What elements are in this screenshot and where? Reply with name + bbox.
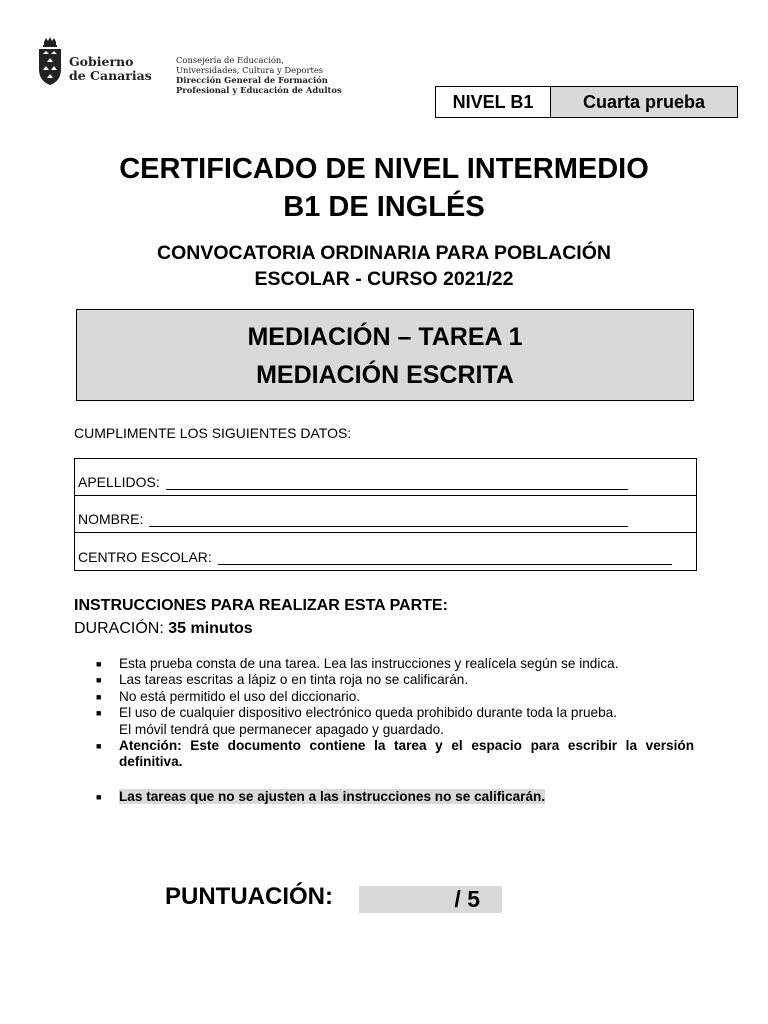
school-label: CENTRO ESCOLAR: — [78, 549, 212, 565]
department-name — [176, 55, 342, 95]
name-field[interactable] — [149, 525, 628, 527]
task-title-line2: MEDIACIÓN ESCRITA — [256, 361, 514, 389]
bullet-icon: ■ — [96, 791, 102, 802]
instruction-text: Las tareas escritas a lápiz o en tinta roja no se calificarán. — [119, 672, 469, 688]
page-subtitle — [0, 240, 768, 292]
coat-of-arms-icon — [36, 36, 64, 86]
score-label: PUNTUACIÓN: — [165, 883, 333, 910]
instruction-text: Atención: Este documento contiene la tarea y el espacio para escribir la versión definitiva. — [119, 738, 694, 770]
page-title-line1: CERTIFICADO DE NIVEL INTERMEDIO — [119, 153, 649, 185]
page-subtitle-line1: CONVOCATORIA ORDINARIA PARA POBLACIÓN — [157, 242, 611, 264]
instruction-text: Esta prueba consta de una tarea. Lea las instrucciones y realícela según se indica. — [119, 656, 619, 671]
list-item — [96, 705, 694, 738]
task-box — [76, 309, 694, 401]
government-name-line2: de Canarias — [69, 68, 152, 83]
instruction-text-line2: El móvil tendrá que permanecer apagado y guardado. — [119, 721, 444, 737]
government-name — [69, 55, 152, 83]
department-line2: Universidades, Cultura y Deportes — [176, 65, 324, 75]
surname-label: APELLIDOS: — [78, 474, 160, 490]
instructions-title: INSTRUCCIONES PARA REALIZAR ESTA PARTE: — [74, 597, 448, 614]
bullet-icon: ■ — [96, 708, 102, 719]
school-field[interactable] — [218, 563, 672, 565]
list-item — [96, 689, 694, 705]
surname-row — [75, 459, 696, 496]
bullet-icon: ■ — [96, 659, 102, 669]
government-name-line1: Gobierno — [69, 54, 134, 69]
school-row — [75, 533, 696, 570]
instruction-text-line1: El uso de cualquier dispositivo electrónico queda prohibido durante toda la prueba. — [119, 705, 618, 721]
list-item — [96, 738, 694, 771]
instruction-text — [119, 705, 694, 738]
page-title-line2: B1 DE INGLÉS — [283, 191, 485, 223]
list-item — [96, 789, 694, 805]
score-box: / 5 — [359, 886, 502, 913]
bullet-icon: ■ — [96, 741, 102, 752]
bullet-icon: ■ — [96, 675, 102, 686]
duration-value: 35 minutos — [168, 620, 253, 637]
bullet-icon: ■ — [96, 691, 102, 702]
list-item — [96, 656, 694, 672]
test-label: Cuarta prueba — [551, 87, 737, 117]
department-line1: Consejería de Educación, — [176, 55, 284, 65]
department-line3: Dirección General de Formación — [176, 75, 328, 85]
student-data-table — [74, 458, 697, 571]
level-label: NIVEL B1 — [436, 87, 551, 117]
duration-label: DURACIÓN: — [74, 620, 164, 637]
instruction-text: No está permitido el uso del diccionario. — [119, 688, 361, 704]
department-line4: Profesional y Educación de Adultos — [176, 85, 342, 95]
page-subtitle-line2: ESCOLAR - CURSO 2021/22 — [254, 268, 514, 290]
highlighted-text: Las tareas que no se ajusten a las instrucciones no se calificarán. — [119, 788, 546, 804]
name-row — [75, 496, 696, 533]
instruction-list — [96, 656, 694, 805]
instruction-text — [119, 789, 694, 805]
name-label: NOMBRE: — [78, 511, 144, 527]
list-item — [96, 672, 694, 688]
surname-field[interactable] — [166, 488, 628, 490]
level-box — [435, 86, 738, 118]
page-title — [0, 150, 768, 226]
form-intro: CUMPLIMENTE LOS SIGUIENTES DATOS: — [74, 425, 352, 441]
duration — [74, 620, 253, 638]
task-title-line1: MEDIACIÓN – TAREA 1 — [247, 323, 523, 351]
